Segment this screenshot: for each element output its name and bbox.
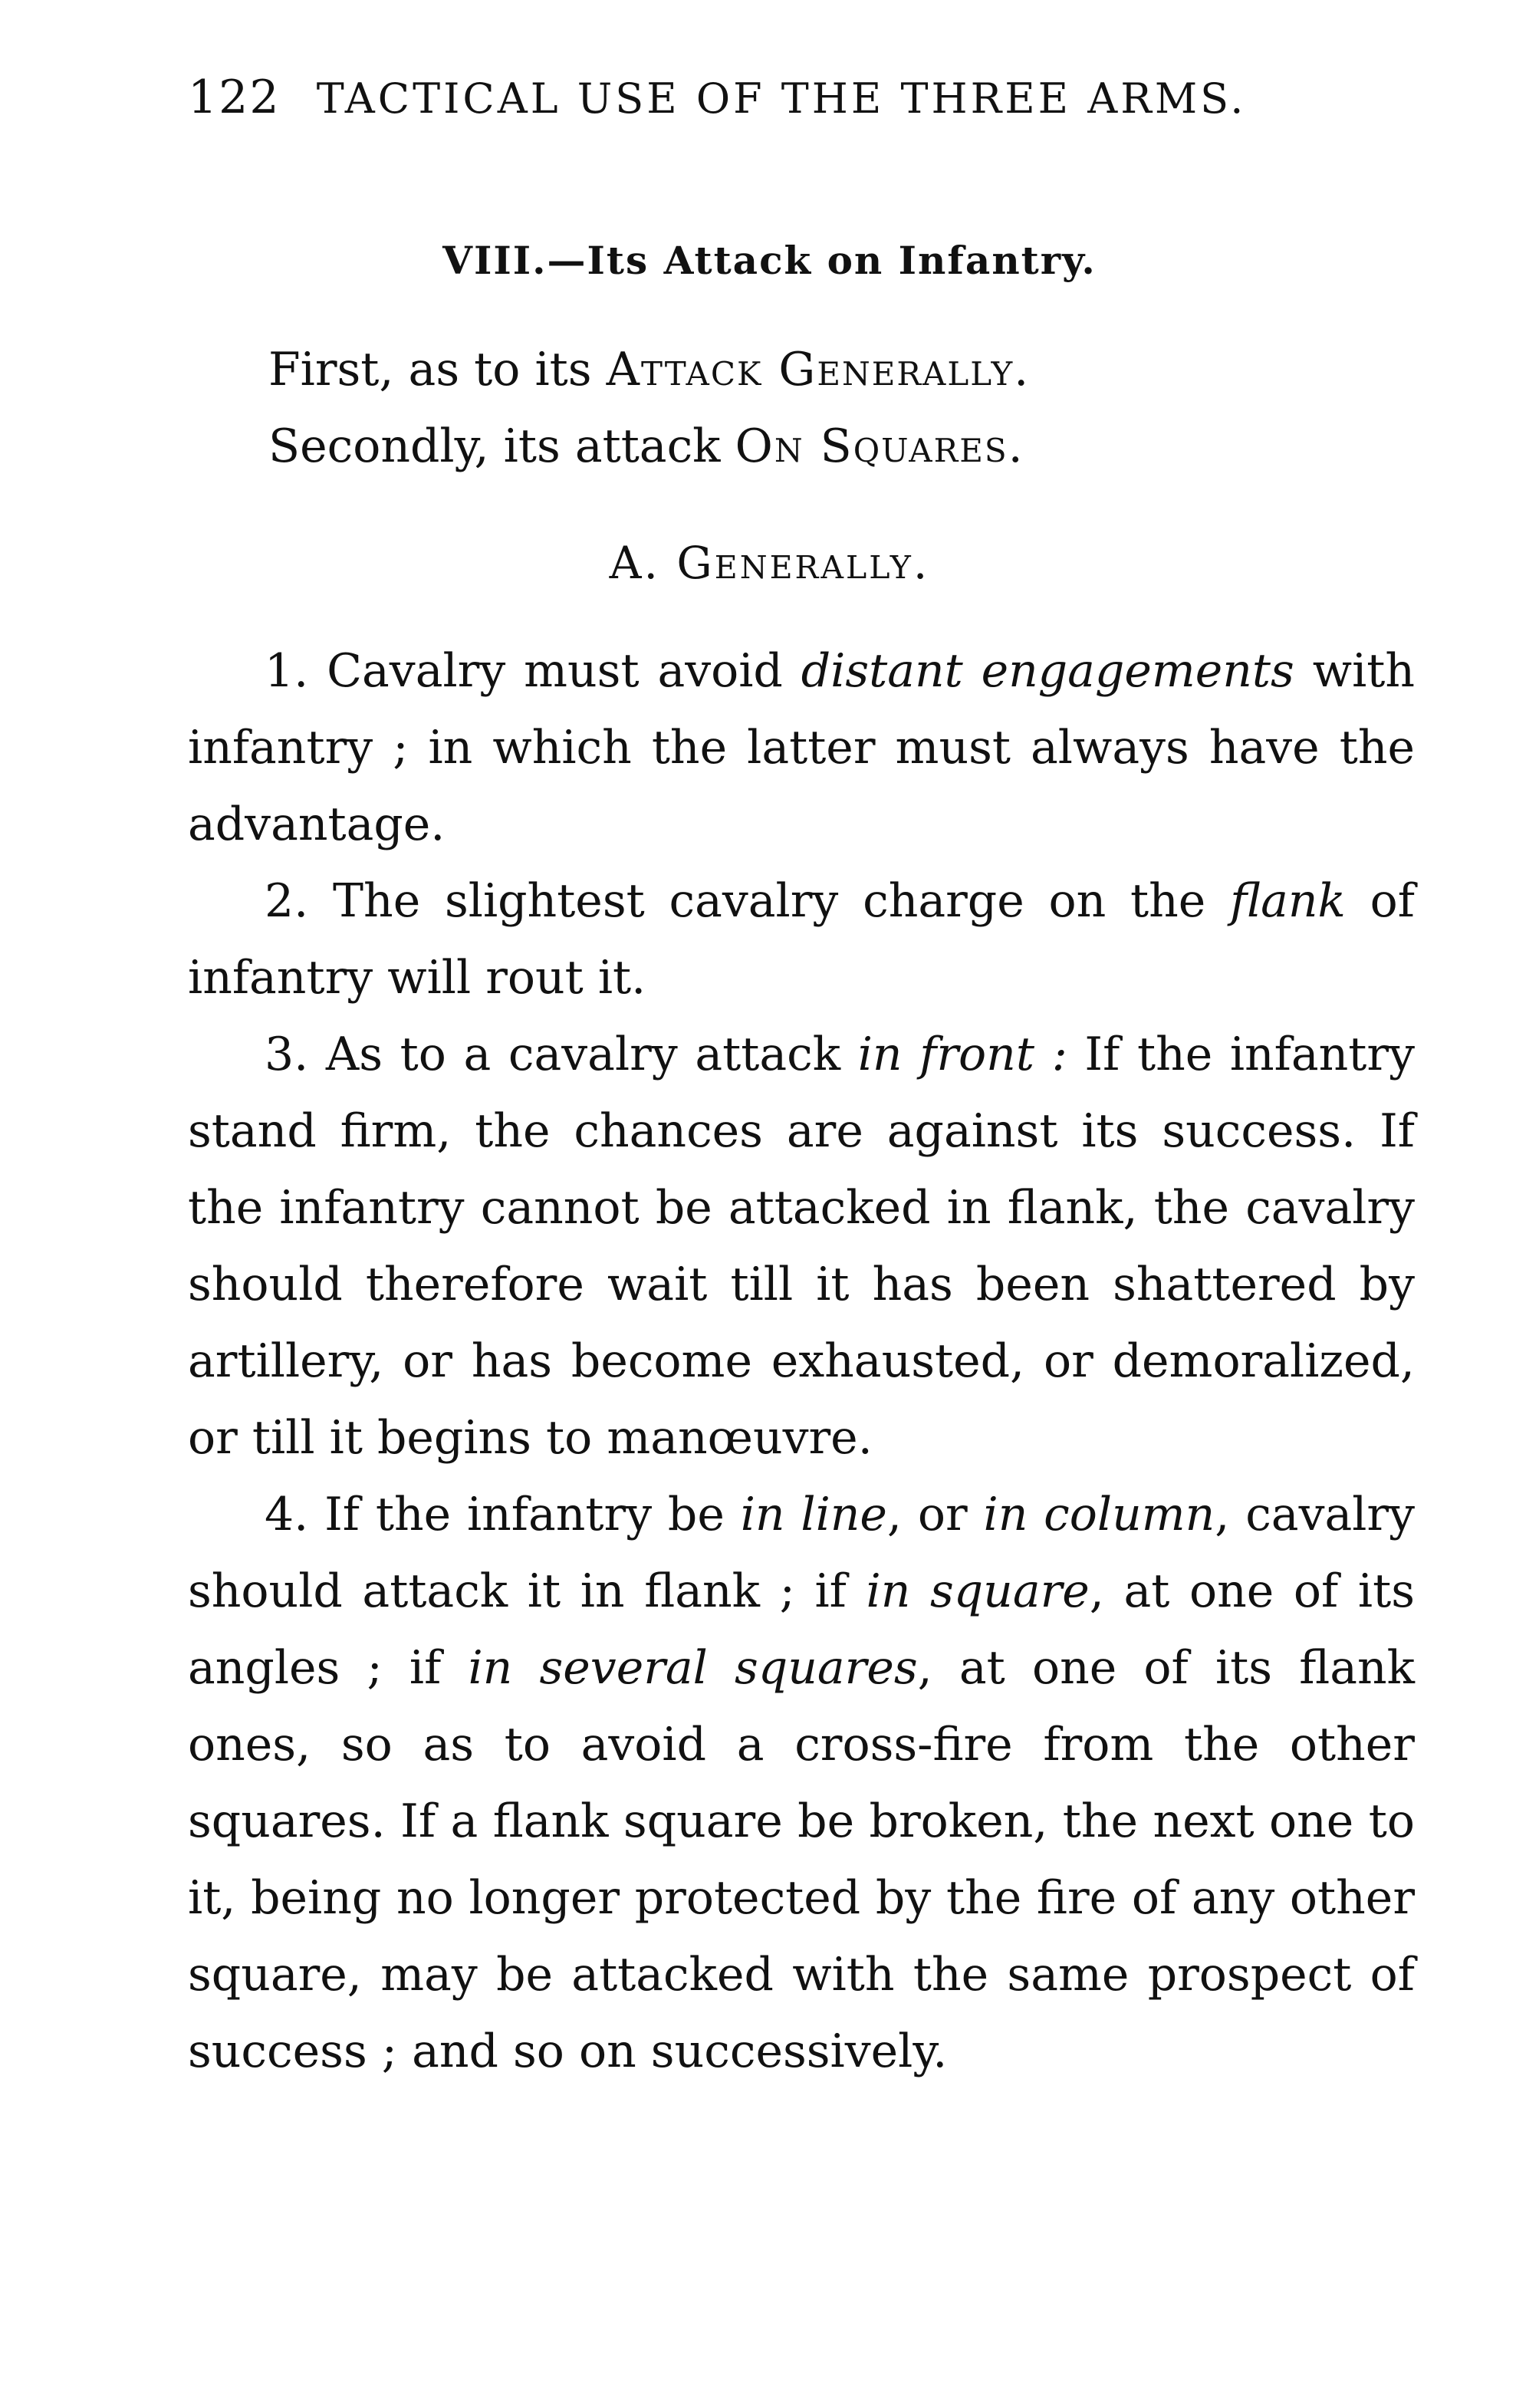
p3-italic: in front :	[857, 1028, 1067, 1081]
page-number: 122	[188, 71, 281, 124]
intro-line-second	[268, 408, 1030, 485]
p1-text-a: 1. Cavalry must avoid	[265, 644, 801, 698]
p4-text-c: , or	[886, 1488, 984, 1541]
intro-line-second-smallcaps: On Squares.	[735, 419, 1024, 473]
intro-line-first-smallcaps: Attack Generally.	[606, 343, 1031, 396]
p4-italic-line: in line	[740, 1488, 887, 1541]
p4-italic-column: in column	[983, 1488, 1215, 1541]
paragraph-3	[188, 1016, 1415, 1476]
p4-text-g: , at one of its angles ; if	[188, 1564, 1415, 1695]
page-header	[188, 71, 1246, 124]
running-title: TACTICAL USE OF THE THREE ARMS.	[316, 74, 1247, 123]
subheading: A. Generally.	[609, 537, 930, 589]
paragraph-2	[188, 863, 1415, 1016]
p3-text-c: If the infantry stand firm, the chances are against its success. If the infantry cannot be attacked in flank, the cavalry should therefore wait till it has been shattered by artillery, or has become exhausted, or demoralized, or till it begins to manœuvre.	[188, 1028, 1415, 1465]
p4-text-a: 4. If the infantry be	[265, 1488, 741, 1541]
p4-text-e: , cavalry should attack it in flank ; if	[188, 1488, 1416, 1618]
intro-lines	[268, 331, 1030, 485]
p2-italic: flank	[1230, 874, 1346, 928]
body-text	[188, 633, 1415, 2090]
p4-italic-several-squares: in several squares	[468, 1641, 918, 1695]
intro-line-first	[268, 331, 1030, 408]
intro-line-second-text: Secondly, its attack	[268, 419, 735, 473]
intro-line-first-text: First, as to its	[268, 343, 607, 396]
paragraph-1	[188, 633, 1415, 863]
p2-text-c: of infantry will rout it.	[188, 874, 1416, 1005]
paragraph-4	[188, 1476, 1415, 2090]
p4-text-i: , at one of its flank ones, so as to avoid a cross-fire from the other squares. If a flank square be broken, the next one to it, being no longer protected by the fire of any other square, may be attacked with the same prospect of success ; and so on successively.	[188, 1641, 1416, 2078]
p4-italic-square: in square	[866, 1564, 1090, 1618]
p1-text-c: with infantry ; in which the latter must always have the advantage.	[188, 644, 1416, 851]
p1-italic: distant engagements	[801, 644, 1294, 698]
p3-text-a: 3. As to a cavalry attack	[265, 1028, 858, 1081]
section-title: VIII.—Its Attack on Infantry.	[442, 238, 1097, 283]
p2-text-a: 2. The slightest cavalry charge on the	[265, 874, 1231, 928]
